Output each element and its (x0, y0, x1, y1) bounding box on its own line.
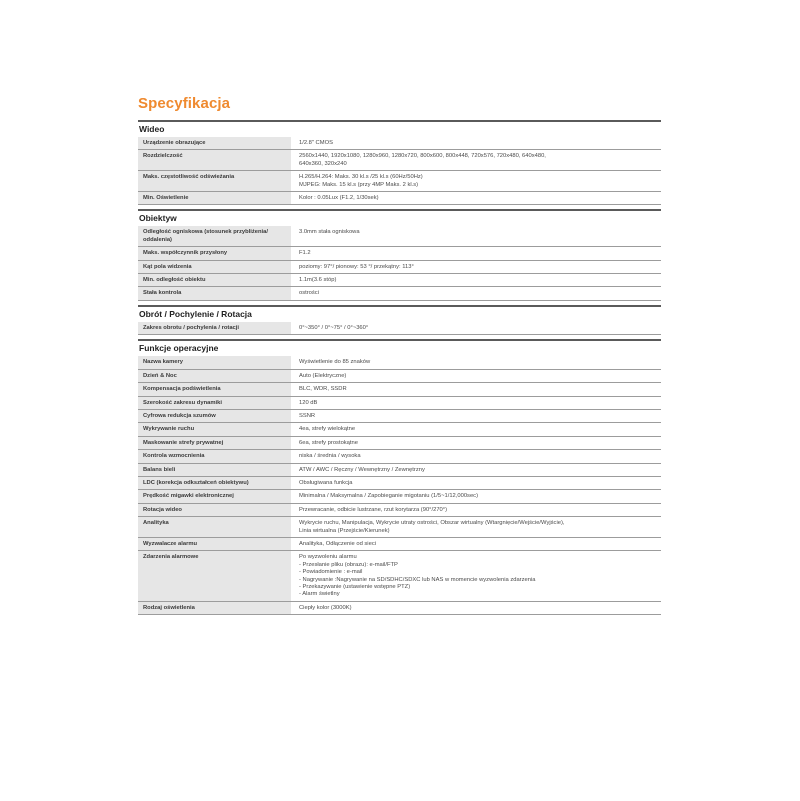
spec-value-line: SSNR (299, 412, 316, 419)
spec-value-line: 6ea, strefy prostokątne (299, 439, 358, 446)
spec-value (291, 261, 661, 273)
spec-row (138, 602, 661, 615)
spec-label-line: Min. Oświetlenie (143, 195, 189, 202)
spec-value-line: Analityka, Odłączenie od sieci (299, 540, 377, 547)
spec-value-line: H.265/H.264: Maks. 30 kl.s /25 kl.s (60Hz/50Hz) (299, 174, 423, 181)
spec-value (291, 504, 661, 516)
spec-label (138, 538, 291, 550)
spec-label-line: Nazwa kamery (143, 359, 183, 366)
spec-label (138, 602, 291, 614)
spec-value (291, 226, 661, 246)
spec-value-line: Po wyzwoleniu alarmu (299, 554, 357, 561)
spec-row (138, 517, 661, 538)
spec-row (138, 356, 661, 369)
spec-label (138, 370, 291, 382)
spec-value (291, 450, 661, 462)
spec-row (138, 383, 661, 396)
spec-row (138, 322, 661, 335)
spec-value-line: 120 dB (299, 399, 318, 406)
spec-label (138, 490, 291, 502)
spec-row (138, 423, 661, 436)
spec-row (138, 150, 661, 171)
spec-row (138, 137, 661, 150)
spec-value (291, 287, 661, 299)
spec-row (138, 274, 661, 287)
spec-value (291, 322, 661, 334)
spec-label-line: Stała kontrola (143, 290, 182, 297)
spec-value-line: F1.2 (299, 250, 311, 257)
spec-value (291, 477, 661, 489)
spec-value (291, 538, 661, 550)
spec-label (138, 261, 291, 273)
spec-value-line: Auto (Elektryczne) (299, 372, 347, 379)
spec-sections (138, 120, 661, 615)
spec-row (138, 437, 661, 450)
spec-label-line: Wykrywanie ruchu (143, 426, 195, 433)
spec-label (138, 150, 291, 170)
spec-row (138, 370, 661, 383)
spec-value (291, 397, 661, 409)
spec-label-line: Analityka (143, 520, 169, 527)
spec-value-line: 640x360, 320x240 (299, 160, 347, 167)
spec-label-line: Min. odległość obiektu (143, 277, 206, 284)
spec-value-line: niska / średnia / wysoka (299, 453, 361, 460)
spec-document (138, 92, 661, 615)
spec-label-line: Wyzwalacze alarmu (143, 540, 198, 547)
spec-label (138, 137, 291, 149)
spec-row (138, 247, 661, 260)
spec-label-line: Maks. współczynnik przysłony (143, 250, 228, 257)
spec-value-line: 1/2.8" CMOS (299, 140, 333, 146)
spec-row (138, 192, 661, 205)
spec-label (138, 226, 291, 246)
spec-label (138, 437, 291, 449)
spec-value (291, 137, 661, 149)
spec-value-line: - Nagrywanie :Nagrywanie na SD/SDHC/SDXC lub NAS w momencie wyzwolenia zdarzenia (299, 576, 536, 583)
section-heading: Obrót / Pochylenie / Rotacja (139, 308, 252, 319)
spec-value (291, 410, 661, 422)
spec-label-line: oddalenia) (143, 236, 172, 243)
spec-value (291, 171, 661, 191)
spec-value (291, 247, 661, 259)
section-heading: Obiektyw (139, 213, 177, 224)
spec-row (138, 226, 661, 247)
spec-value-line: 2560x1440, 1920x1080, 1280x960, 1280x720, 800x600, 800x448, 720x576, 720x480, 640x480, (299, 153, 546, 160)
spec-value-line: 0°~350° / 0°~75° / 0°~360° (299, 324, 369, 331)
spec-row (138, 538, 661, 551)
spec-value-line: Kolor : 0.05Lux (F1.2, 1/30sek) (299, 195, 379, 202)
spec-label-line: Zakres obrotu / pochylenia / rotacji (143, 324, 239, 331)
spec-label (138, 383, 291, 395)
spec-value-line: - Przesłanie pliku (obrazu): e-mail/FTP (299, 561, 398, 568)
spec-value (291, 437, 661, 449)
spec-value-line: ostrości (299, 290, 319, 297)
spec-label-line: Rozdzielczość (143, 153, 183, 160)
spec-row (138, 450, 661, 463)
spec-label-line: Kąt pola widzenia (143, 263, 192, 270)
spec-label (138, 551, 291, 600)
spec-label-line: Cyfrowa redukcja szumów (143, 412, 216, 419)
spec-row (138, 287, 661, 300)
spec-label (138, 504, 291, 516)
spec-label-line: Rotacja wideo (143, 506, 182, 513)
spec-value (291, 356, 661, 368)
spec-value-line: Obsługiwana funkcja (299, 479, 353, 486)
spec-row (138, 551, 661, 601)
page-title: Specyfikacja (138, 95, 231, 112)
spec-row (138, 397, 661, 410)
spec-value (291, 464, 661, 476)
spec-value (291, 517, 661, 537)
spec-value-line: ATW / AWC / Ręczny / Wewnętrzny / Zewnętrzny (299, 466, 425, 473)
spec-row (138, 261, 661, 274)
spec-row (138, 464, 661, 477)
spec-label-line: Maskowanie strefy prywatnej (143, 439, 224, 446)
spec-label-line: Kompensacja podświetlenia (143, 386, 221, 393)
spec-value-line: BLC, WDR, SSDR (299, 386, 347, 393)
spec-label-line: Rodzaj oświetlenia (143, 604, 195, 611)
spec-label-line: LDC (korekcja odkształceń obiektywu) (143, 479, 249, 486)
spec-row (138, 410, 661, 423)
spec-label (138, 247, 291, 259)
spec-label (138, 477, 291, 489)
spec-label-line: Szerokość zakresu dynamiki (143, 399, 222, 406)
spec-row (138, 171, 661, 192)
spec-value-line: 4ea, strefy wielokątne (299, 426, 356, 433)
spec-value-line: 1.1m(3.6 stóp) (299, 277, 337, 284)
spec-label (138, 274, 291, 286)
spec-row (138, 477, 661, 490)
spec-label (138, 517, 291, 537)
spec-value-line: Przewracanie, odbicie lustrzane, rzut korytarza (90°/270°) (299, 506, 448, 513)
spec-label (138, 464, 291, 476)
spec-label-line: Dzień & Noc (143, 372, 177, 379)
spec-value-line: - Alarm świetlny (299, 591, 340, 598)
spec-value (291, 192, 661, 204)
spec-value-line: Wykrycie ruchu, Manipulacja, Wykrycie utraty ostrości, Obszar wirtualny (Wtargnięcie/Wejście/Wyjście), (299, 520, 565, 527)
spec-value-line: Minimalna / Maksymalna / Zapobieganie migotaniu (1/5~1/12,000sec) (299, 493, 478, 500)
spec-label-line: Prędkość migawki elektronicznej (143, 493, 234, 500)
spec-label (138, 423, 291, 435)
spec-label-line: Urządzenie obrazujące (143, 140, 206, 146)
section-heading: Funkcje operacyjne (139, 343, 219, 354)
spec-value-line: 3.0mm stała ogniskowa (299, 229, 360, 236)
spec-value-line: - Powiadomienie : e-mail (299, 569, 363, 576)
spec-value (291, 551, 661, 600)
spec-label (138, 450, 291, 462)
spec-label-line: Odległość ogniskowa (stosunek przybliżenia/ (143, 229, 268, 236)
spec-value (291, 423, 661, 435)
spec-value-line: Linia wirtualna (Przejście/Kierunek) (299, 527, 390, 534)
spec-value (291, 150, 661, 170)
spec-value (291, 370, 661, 382)
section-heading: Wideo (139, 124, 165, 134)
spec-label-line: Zdarzenia alarmowe (143, 554, 199, 561)
spec-label-line: Kontrola wzmocnienia (143, 453, 205, 460)
spec-row (138, 490, 661, 503)
spec-value-line: Wyświetlenie do 85 znaków (299, 359, 371, 366)
spec-label-line: Balans bieli (143, 466, 176, 473)
spec-value (291, 383, 661, 395)
spec-label (138, 171, 291, 191)
spec-value (291, 490, 661, 502)
spec-label (138, 322, 291, 334)
spec-value (291, 602, 661, 614)
spec-value-line: - Przekazywanie (ustawienie wstępne PTZ) (299, 584, 411, 590)
spec-label (138, 410, 291, 422)
spec-label (138, 397, 291, 409)
spec-label (138, 287, 291, 299)
spec-row (138, 504, 661, 517)
spec-label (138, 356, 291, 368)
spec-value (291, 274, 661, 286)
spec-value-line: MJPEG: Maks. 15 kl.s (przy 4MP Maks. 2 kl.s) (299, 181, 419, 188)
spec-label (138, 192, 291, 204)
spec-value-line: Ciepły kolor (3000K) (299, 604, 352, 611)
spec-label-line: Maks. częstotliwość odświeżania (143, 174, 235, 181)
spec-value-line: poziomy: 97°/ pionowy: 53 °/ przekątny: 113° (299, 263, 414, 270)
